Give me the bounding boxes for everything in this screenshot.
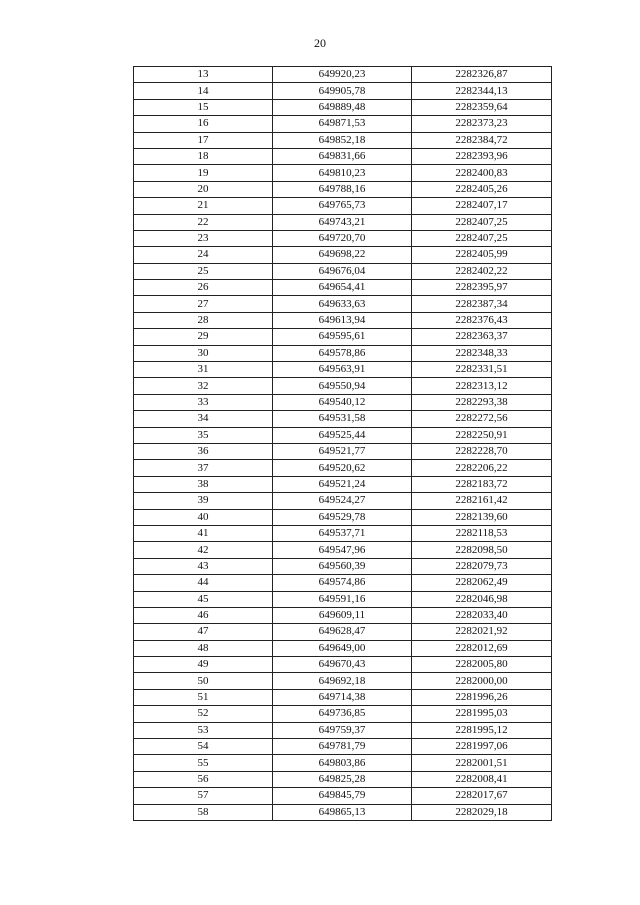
table-row <box>134 116 552 132</box>
table-row <box>134 263 552 279</box>
x-coordinate-cell: 649714,38 <box>273 689 412 705</box>
point-number-cell: 44 <box>134 575 273 591</box>
x-coordinate-cell: 649788,16 <box>273 181 412 197</box>
table-row <box>134 624 552 640</box>
x-coordinate-cell: 649547,96 <box>273 542 412 558</box>
table-row <box>134 509 552 525</box>
point-number-cell: 15 <box>134 99 273 115</box>
table-row <box>134 198 552 214</box>
table-row <box>134 493 552 509</box>
table-row <box>134 443 552 459</box>
point-number-cell: 58 <box>134 804 273 820</box>
x-coordinate-cell: 649574,86 <box>273 575 412 591</box>
x-coordinate-cell: 649920,23 <box>273 67 412 83</box>
table-row <box>134 148 552 164</box>
y-coordinate-cell: 2282139,60 <box>412 509 552 525</box>
x-coordinate-cell: 649845,79 <box>273 788 412 804</box>
point-number-cell: 14 <box>134 83 273 99</box>
x-coordinate-cell: 649649,00 <box>273 640 412 656</box>
y-coordinate-cell: 2282012,69 <box>412 640 552 656</box>
y-coordinate-cell: 2282405,26 <box>412 181 552 197</box>
x-coordinate-cell: 649521,24 <box>273 476 412 492</box>
point-number-cell: 27 <box>134 296 273 312</box>
table-row <box>134 460 552 476</box>
table-row <box>134 525 552 541</box>
x-coordinate-cell: 649529,78 <box>273 509 412 525</box>
y-coordinate-cell: 2282062,49 <box>412 575 552 591</box>
x-coordinate-cell: 649525,44 <box>273 427 412 443</box>
y-coordinate-cell: 2282293,38 <box>412 394 552 410</box>
table-row <box>134 378 552 394</box>
table-row <box>134 706 552 722</box>
y-coordinate-cell: 2282326,87 <box>412 67 552 83</box>
table-row <box>134 476 552 492</box>
y-coordinate-cell: 2282272,56 <box>412 411 552 427</box>
table-row <box>134 411 552 427</box>
y-coordinate-cell: 2282373,23 <box>412 116 552 132</box>
point-number-cell: 17 <box>134 132 273 148</box>
table-row <box>134 394 552 410</box>
table-row <box>134 181 552 197</box>
y-coordinate-cell: 2282407,25 <box>412 214 552 230</box>
x-coordinate-cell: 649654,41 <box>273 280 412 296</box>
point-number-cell: 55 <box>134 755 273 771</box>
x-coordinate-cell: 649550,94 <box>273 378 412 394</box>
y-coordinate-cell: 2282250,91 <box>412 427 552 443</box>
y-coordinate-cell: 2281995,03 <box>412 706 552 722</box>
x-coordinate-cell: 649736,85 <box>273 706 412 722</box>
table-row <box>134 722 552 738</box>
x-coordinate-cell: 649676,04 <box>273 263 412 279</box>
x-coordinate-cell: 649889,48 <box>273 99 412 115</box>
x-coordinate-cell: 649831,66 <box>273 148 412 164</box>
point-number-cell: 50 <box>134 673 273 689</box>
y-coordinate-cell: 2282000,00 <box>412 673 552 689</box>
table-row <box>134 67 552 83</box>
point-number-cell: 36 <box>134 443 273 459</box>
point-number-cell: 52 <box>134 706 273 722</box>
table-row <box>134 280 552 296</box>
point-number-cell: 42 <box>134 542 273 558</box>
table-row <box>134 542 552 558</box>
point-number-cell: 24 <box>134 247 273 263</box>
coordinates-table-body <box>134 67 552 821</box>
y-coordinate-cell: 2282363,37 <box>412 329 552 345</box>
y-coordinate-cell: 2282228,70 <box>412 443 552 459</box>
y-coordinate-cell: 2282405,99 <box>412 247 552 263</box>
table-row <box>134 99 552 115</box>
table-row <box>134 345 552 361</box>
y-coordinate-cell: 2282033,40 <box>412 607 552 623</box>
x-coordinate-cell: 649720,70 <box>273 230 412 246</box>
y-coordinate-cell: 2282005,80 <box>412 657 552 673</box>
point-number-cell: 35 <box>134 427 273 443</box>
y-coordinate-cell: 2281995,12 <box>412 722 552 738</box>
table-row <box>134 558 552 574</box>
x-coordinate-cell: 649613,94 <box>273 312 412 328</box>
y-coordinate-cell: 2282400,83 <box>412 165 552 181</box>
y-coordinate-cell: 2282384,72 <box>412 132 552 148</box>
point-number-cell: 39 <box>134 493 273 509</box>
point-number-cell: 43 <box>134 558 273 574</box>
table-row <box>134 739 552 755</box>
point-number-cell: 30 <box>134 345 273 361</box>
table-row <box>134 771 552 787</box>
y-coordinate-cell: 2282079,73 <box>412 558 552 574</box>
x-coordinate-cell: 649591,16 <box>273 591 412 607</box>
point-number-cell: 49 <box>134 657 273 673</box>
y-coordinate-cell: 2282344,13 <box>412 83 552 99</box>
point-number-cell: 33 <box>134 394 273 410</box>
x-coordinate-cell: 649609,11 <box>273 607 412 623</box>
y-coordinate-cell: 2282001,51 <box>412 755 552 771</box>
page-number: 20 <box>314 36 326 50</box>
point-number-cell: 29 <box>134 329 273 345</box>
table-row <box>134 689 552 705</box>
point-number-cell: 16 <box>134 116 273 132</box>
point-number-cell: 41 <box>134 525 273 541</box>
table-row <box>134 230 552 246</box>
y-coordinate-cell: 2281997,06 <box>412 739 552 755</box>
point-number-cell: 31 <box>134 362 273 378</box>
y-coordinate-cell: 2281996,26 <box>412 689 552 705</box>
y-coordinate-cell: 2282402,22 <box>412 263 552 279</box>
x-coordinate-cell: 649633,63 <box>273 296 412 312</box>
point-number-cell: 53 <box>134 722 273 738</box>
point-number-cell: 22 <box>134 214 273 230</box>
point-number-cell: 48 <box>134 640 273 656</box>
x-coordinate-cell: 649595,61 <box>273 329 412 345</box>
y-coordinate-cell: 2282017,67 <box>412 788 552 804</box>
point-number-cell: 38 <box>134 476 273 492</box>
point-number-cell: 19 <box>134 165 273 181</box>
point-number-cell: 32 <box>134 378 273 394</box>
y-coordinate-cell: 2282008,41 <box>412 771 552 787</box>
table-row <box>134 575 552 591</box>
x-coordinate-cell: 649905,78 <box>273 83 412 99</box>
table-row <box>134 788 552 804</box>
point-number-cell: 18 <box>134 148 273 164</box>
x-coordinate-cell: 649537,71 <box>273 525 412 541</box>
y-coordinate-cell: 2282395,97 <box>412 280 552 296</box>
point-number-cell: 47 <box>134 624 273 640</box>
point-number-cell: 21 <box>134 198 273 214</box>
point-number-cell: 56 <box>134 771 273 787</box>
point-number-cell: 13 <box>134 67 273 83</box>
x-coordinate-cell: 649578,86 <box>273 345 412 361</box>
y-coordinate-cell: 2282046,98 <box>412 591 552 607</box>
point-number-cell: 26 <box>134 280 273 296</box>
y-coordinate-cell: 2282359,64 <box>412 99 552 115</box>
x-coordinate-cell: 649825,28 <box>273 771 412 787</box>
y-coordinate-cell: 2282118,53 <box>412 525 552 541</box>
y-coordinate-cell: 2282161,42 <box>412 493 552 509</box>
x-coordinate-cell: 649743,21 <box>273 214 412 230</box>
y-coordinate-cell: 2282021,92 <box>412 624 552 640</box>
point-number-cell: 37 <box>134 460 273 476</box>
table-row <box>134 214 552 230</box>
x-coordinate-cell: 649865,13 <box>273 804 412 820</box>
y-coordinate-cell: 2282029,18 <box>412 804 552 820</box>
table-row <box>134 640 552 656</box>
y-coordinate-cell: 2282407,17 <box>412 198 552 214</box>
point-number-cell: 46 <box>134 607 273 623</box>
y-coordinate-cell: 2282331,51 <box>412 362 552 378</box>
x-coordinate-cell: 649765,73 <box>273 198 412 214</box>
point-number-cell: 20 <box>134 181 273 197</box>
point-number-cell: 45 <box>134 591 273 607</box>
table-row <box>134 427 552 443</box>
x-coordinate-cell: 649852,18 <box>273 132 412 148</box>
x-coordinate-cell: 649521,77 <box>273 443 412 459</box>
table-row <box>134 296 552 312</box>
x-coordinate-cell: 649871,53 <box>273 116 412 132</box>
x-coordinate-cell: 649540,12 <box>273 394 412 410</box>
x-coordinate-cell: 649692,18 <box>273 673 412 689</box>
x-coordinate-cell: 649520,62 <box>273 460 412 476</box>
y-coordinate-cell: 2282348,33 <box>412 345 552 361</box>
x-coordinate-cell: 649563,91 <box>273 362 412 378</box>
x-coordinate-cell: 649628,47 <box>273 624 412 640</box>
x-coordinate-cell: 649781,79 <box>273 739 412 755</box>
point-number-cell: 25 <box>134 263 273 279</box>
point-number-cell: 34 <box>134 411 273 427</box>
table-row <box>134 657 552 673</box>
table-row <box>134 804 552 820</box>
y-coordinate-cell: 2282387,34 <box>412 296 552 312</box>
table-row <box>134 591 552 607</box>
table-row <box>134 755 552 771</box>
point-number-cell: 51 <box>134 689 273 705</box>
y-coordinate-cell: 2282206,22 <box>412 460 552 476</box>
x-coordinate-cell: 649560,39 <box>273 558 412 574</box>
y-coordinate-cell: 2282376,43 <box>412 312 552 328</box>
coordinates-table <box>133 66 552 821</box>
table-row <box>134 329 552 345</box>
point-number-cell: 40 <box>134 509 273 525</box>
table-row <box>134 673 552 689</box>
point-number-cell: 23 <box>134 230 273 246</box>
x-coordinate-cell: 649810,23 <box>273 165 412 181</box>
y-coordinate-cell: 2282393,96 <box>412 148 552 164</box>
table-row <box>134 362 552 378</box>
y-coordinate-cell: 2282407,25 <box>412 230 552 246</box>
y-coordinate-cell: 2282313,12 <box>412 378 552 394</box>
point-number-cell: 57 <box>134 788 273 804</box>
table-row <box>134 132 552 148</box>
table-row <box>134 607 552 623</box>
x-coordinate-cell: 649698,22 <box>273 247 412 263</box>
x-coordinate-cell: 649759,37 <box>273 722 412 738</box>
table-row <box>134 165 552 181</box>
y-coordinate-cell: 2282183,72 <box>412 476 552 492</box>
table-row <box>134 247 552 263</box>
table-row <box>134 312 552 328</box>
x-coordinate-cell: 649670,43 <box>273 657 412 673</box>
point-number-cell: 54 <box>134 739 273 755</box>
point-number-cell: 28 <box>134 312 273 328</box>
x-coordinate-cell: 649524,27 <box>273 493 412 509</box>
y-coordinate-cell: 2282098,50 <box>412 542 552 558</box>
x-coordinate-cell: 649531,58 <box>273 411 412 427</box>
x-coordinate-cell: 649803,86 <box>273 755 412 771</box>
table-row <box>134 83 552 99</box>
